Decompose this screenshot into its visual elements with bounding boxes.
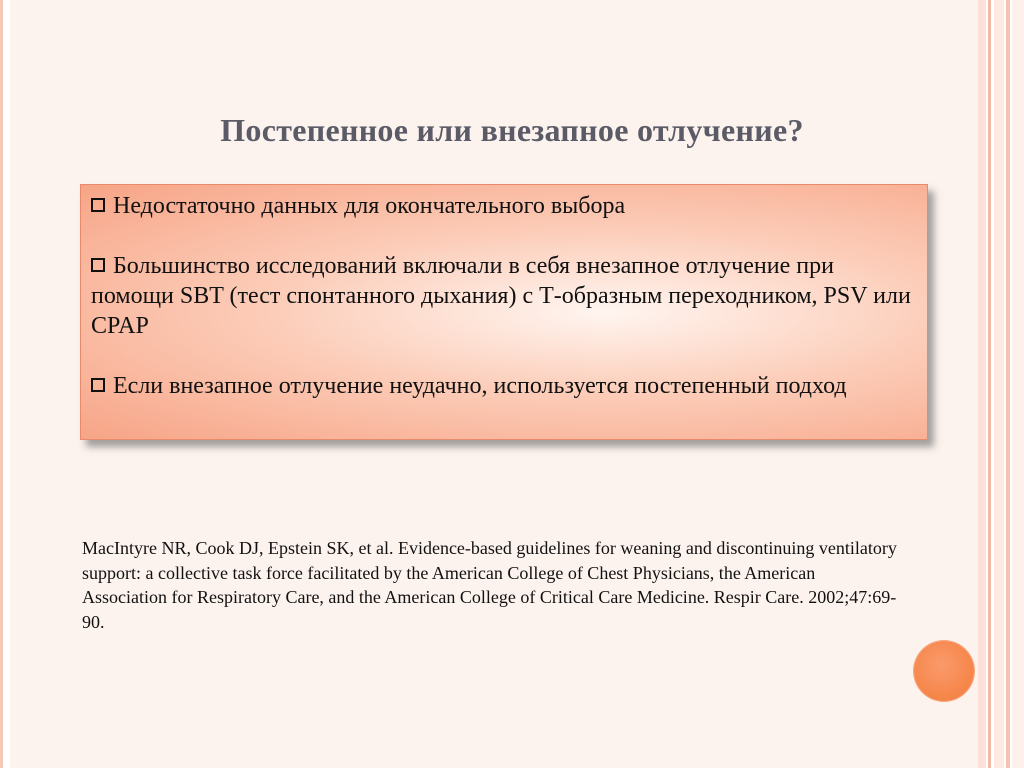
bullet-text: Если внезапное отлучение неудачно, используется постепенный подход — [113, 373, 847, 399]
right-border-stripe — [994, 0, 1004, 768]
decorative-circle — [914, 641, 974, 701]
checkbox-icon — [91, 198, 105, 212]
slide-title: Постепенное или внезапное отлучение? — [220, 112, 804, 148]
right-border-stripe — [978, 0, 986, 768]
right-border-stripe — [1012, 0, 1024, 768]
bullet-item — [91, 371, 915, 401]
bullet-item — [91, 191, 915, 221]
right-border-stripe — [988, 0, 991, 768]
bullet-text: Большинство исследований включали в себя внезапное отлучение при помощи SBT (тест спонтанного дыхания) с Т-образным переходником, PSV или CPAP — [91, 253, 911, 339]
content-box — [80, 184, 928, 440]
bullet-text: Недостаточно данных для окончательного выбора — [113, 193, 626, 219]
left-border-stripe — [0, 0, 3, 768]
checkbox-icon — [91, 258, 105, 272]
checkbox-icon — [91, 378, 105, 392]
right-border-stripe — [1006, 0, 1010, 768]
bullet-item — [91, 251, 915, 341]
reference-citation: MacIntyre NR, Cook DJ, Epstein SK, et al. Evidence-based guidelines for weaning and discontinuing ventilatory support: a collective task force facilitated by the American College of Chest Physicians, the American Association for Respiratory Care, and the American College of Critical Care Medicine. Respir Care. 2002;47:69-90. — [82, 538, 897, 632]
